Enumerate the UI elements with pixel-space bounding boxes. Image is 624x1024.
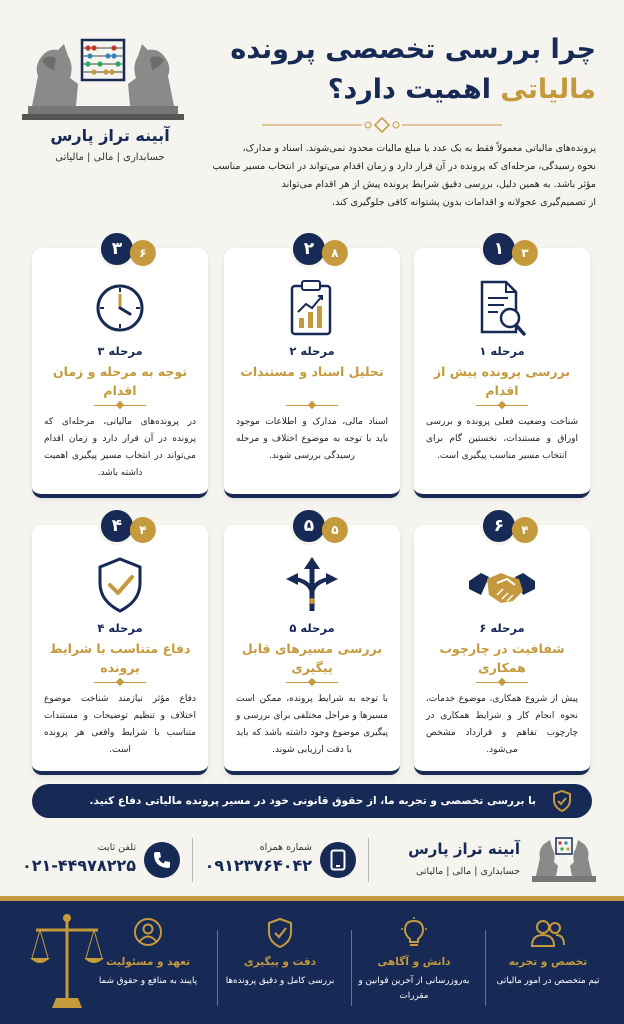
- divider: [94, 405, 146, 406]
- divider: [476, 682, 528, 683]
- people-icon: [492, 916, 604, 950]
- step-stage: مرحله ۱: [479, 344, 525, 358]
- route-arrows-icon: [224, 555, 400, 617]
- step-number: ۴: [98, 507, 136, 545]
- step-card-5: [224, 516, 400, 775]
- step-stage: مرحله ۳: [97, 344, 143, 358]
- brand-subtitle: حسابداری | مالی | مالیاتی: [55, 152, 165, 163]
- step-title: توجه به مرحله و زمان اقدام: [52, 364, 188, 398]
- step-description: پیش از شروع همکاری، موضوع خدمات، نحوه انجام کار و شرایط همکاری در چارچوب تفاهم و قرارداد مشخص می‌شود.: [426, 694, 578, 755]
- intro-line: مؤثر باشد. به همین دلیل، بررسی دقیق شرایط پرونده پیش از هر اقدام می‌تواند: [281, 179, 596, 190]
- feature-item: [92, 916, 204, 1016]
- title-line-2: [196, 70, 596, 110]
- divider: [476, 405, 528, 406]
- clock-icon: [32, 278, 208, 340]
- phone-contact[interactable]: [20, 840, 180, 884]
- step-description: در پرونده‌های مالیاتی، مرحله‌ای که پرونده در آن قرار دارد و زمان اقدام می‌تواند در انتخاب مسیر پیگیری اهمیت داشته باشد.: [44, 417, 196, 478]
- step-card-2: [224, 239, 400, 498]
- step-badge: ۴: [130, 517, 156, 543]
- intro-line: پرونده‌های مالیاتی معمولاً فقط به یک عدد یا مبلغ مالیات محدود نمی‌شوند. اسناد و مدارک،: [242, 143, 596, 154]
- lightbulb-icon: [358, 916, 470, 950]
- step-badge: ۶: [130, 240, 156, 266]
- feature-title: دقت و پیگیری: [244, 956, 316, 968]
- title-highlight: مالیاتی: [500, 74, 596, 105]
- handshake-icon: [414, 555, 590, 617]
- feature-item: [492, 916, 604, 1016]
- step-number: ۳: [98, 230, 136, 268]
- mobile-label: شماره همراه: [259, 842, 312, 853]
- step-description: شناخت وضعیت فعلی پرونده و بررسی اوراق و مستندات، نخستین گام برای انتخاب مسیر مناسب پیگیری است.: [426, 417, 578, 461]
- divider: [192, 838, 193, 882]
- step-stage: مرحله ۲: [289, 344, 335, 358]
- step-card-1: [414, 239, 590, 498]
- step-badge: ۳: [512, 240, 538, 266]
- mobile-phone-icon: [320, 842, 356, 878]
- banner-text: با بررسی تخصصی و تجربه ما، از حقوق قانونی خود در مسیر پرونده مالیاتی دفاع کنید.: [89, 795, 536, 807]
- ornament-divider: [262, 117, 502, 133]
- step-card-3: [32, 239, 208, 498]
- intro-paragraph: [196, 140, 596, 212]
- step-description: با توجه به شرایط پرونده، ممکن است مسیرها و مراحل مختلفی برای بررسی و پیگیری موضوع وجود داشته باشد که باید با دقت ارزیابی شوند.: [236, 694, 388, 755]
- phone-label: تلفن ثابت: [97, 842, 136, 853]
- phone-icon: [144, 842, 180, 878]
- feature-title: دانش و آگاهی: [377, 956, 451, 968]
- phone-number[interactable]: ۰۲۱-۴۴۹۷۸۲۲۵: [21, 856, 136, 875]
- feature-item: [224, 916, 336, 1016]
- step-badge: ۴: [512, 517, 538, 543]
- step-title: شفافیت در چارچوب همکاری: [439, 641, 565, 675]
- step-number: ۵: [290, 507, 328, 545]
- divider: [286, 682, 338, 683]
- mobile-number[interactable]: ۰۹۱۲۳۷۶۴۰۴۲: [204, 856, 312, 875]
- feature-title: تخصص و تجربه: [508, 956, 588, 968]
- divider: [485, 930, 486, 1006]
- title-line-1: چرا بررسی تخصصی پرونده: [230, 34, 596, 65]
- contact-brand-name: آبینه تراز پارس: [408, 840, 520, 858]
- feature-description: تیم متخصص در امور مالیاتی: [496, 976, 600, 986]
- step-title: دفاع متناسب با شرایط پرونده: [49, 641, 191, 675]
- feature-title: تعهد و مسئولیت: [105, 956, 191, 968]
- intro-line: از تصمیم‌گیری عجولانه و اقدامات بدون پشتوانه کافی جلوگیری کند.: [332, 197, 596, 208]
- step-stage: مرحله ۴: [97, 621, 143, 635]
- scales-of-justice-icon: [28, 908, 106, 1016]
- step-stage: مرحله ۶: [479, 621, 525, 635]
- step-card-6: [414, 516, 590, 775]
- divider: [217, 930, 218, 1006]
- step-description: اسناد مالی، مدارک و اطلاعات موجود باید با توجه به موضوع اختلاف و مرحله رسیدگی بررسی شوند.: [236, 417, 388, 461]
- user-icon: [92, 916, 204, 950]
- contact-brand-subtitle: حسابداری | مالی | مالیاتی: [415, 866, 520, 877]
- step-badge: ۵: [322, 517, 348, 543]
- divider: [94, 682, 146, 683]
- feature-description: بررسی کامل و دقیق پرونده‌ها: [225, 976, 335, 986]
- title-rest: اهمیت دارد؟: [327, 74, 491, 105]
- step-number: ۲: [290, 230, 328, 268]
- logo: [528, 832, 600, 886]
- cta-banner: [32, 784, 592, 818]
- intro-line: نحوه رسیدگی، مرحله‌ای که پرونده در آن قرار دارد و زمان اقدام می‌تواند در انتخاب مسیر مناسب: [212, 161, 596, 172]
- page-title: [196, 30, 596, 110]
- mobile-contact[interactable]: [196, 840, 356, 884]
- step-title: بررسی مسیرهای قابل پیگیری: [241, 641, 383, 675]
- step-description: دفاع مؤثر نیازمند شناخت موضوع اختلاف و تنظیم توضیحات و مستندات متناسب با شرایط واقعی هر پرونده است.: [44, 694, 196, 755]
- divider: [368, 838, 369, 882]
- feature-description: به‌روزرسانی از آخرین قوانین و مقررات: [358, 976, 470, 1001]
- contact-brand: [370, 832, 600, 888]
- divider: [286, 405, 338, 406]
- shield-check-icon: [224, 916, 336, 950]
- step-title: بررسی پرونده پیش از اقدام: [433, 364, 571, 398]
- step-card-4: [32, 516, 208, 775]
- step-title: تحلیل اسناد و مستندات: [240, 364, 384, 379]
- brand-name: آبینه تراز پارس: [50, 126, 170, 145]
- step-number: ۶: [480, 507, 518, 545]
- shield-check-icon: [550, 789, 574, 813]
- divider: [351, 930, 352, 1006]
- clipboard-chart-icon: [224, 278, 400, 340]
- step-number: ۱: [480, 230, 518, 268]
- feature-item: [358, 916, 470, 1016]
- step-badge: ۸: [322, 240, 348, 266]
- feature-description: پایبند به منافع و حقوق شما: [98, 976, 198, 986]
- step-stage: مرحله ۵: [289, 621, 335, 635]
- document-search-icon: [414, 278, 590, 340]
- features-footer: [0, 896, 624, 1024]
- shield-check-icon: [32, 555, 208, 617]
